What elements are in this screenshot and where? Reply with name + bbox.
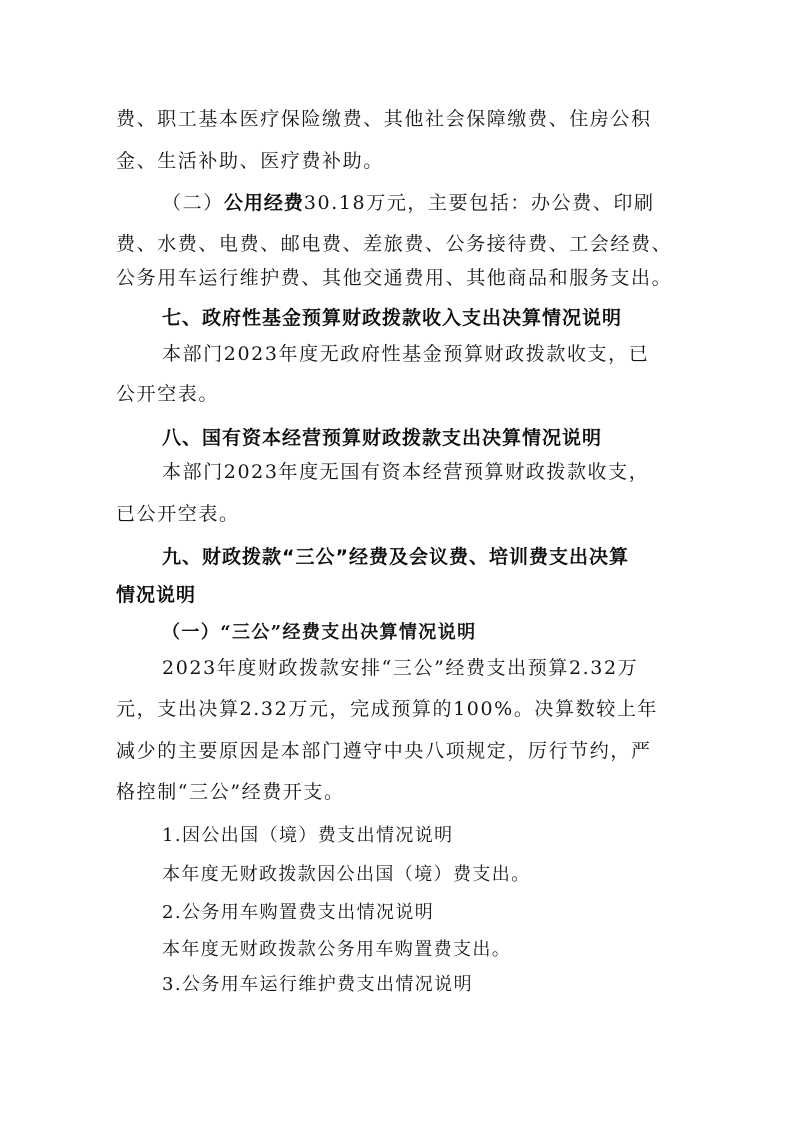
paragraph-line: 减少的主要原因是本部门遵守中央八项规定，厉行节约，严 xyxy=(116,740,652,762)
item-text: 本年度无财政拨款因公出国（境）费支出。 xyxy=(162,864,531,885)
paragraph-line: 本部门2023年度无国有资本经营预算财政拨款收支， xyxy=(162,461,650,483)
section-heading: 情况说明 xyxy=(116,584,197,606)
item-title: 3.公务用车运行维护费支出情况说明 xyxy=(162,974,473,995)
paragraph-line: 费、水费、电费、邮电费、差旅费、公务接待费、工会经费、 xyxy=(116,233,673,255)
paragraph-text: 30.18万元，主要包括：办公费、印刷 xyxy=(303,192,655,214)
paragraph-line: 格控制“三公”经费开支。 xyxy=(116,781,345,803)
bold-term: 公用经费 xyxy=(223,192,304,214)
item-title: 2.公务用车购置费支出情况说明 xyxy=(162,902,435,923)
paragraph-line: 金、生活补助、医疗费补助。 xyxy=(116,150,384,172)
paragraph-line: 公开空表。 xyxy=(116,383,220,405)
paragraph-line xyxy=(162,190,655,216)
subsection-heading: （一）“三公”经费支出决算情况说明 xyxy=(162,622,477,643)
paragraph-line: 已公开空表。 xyxy=(116,503,240,525)
paragraph-line: 公务用车运行维护费、其他交通费用、其他商品和服务支出。 xyxy=(116,267,673,289)
item-title: 1.因公出国（境）费支出情况说明 xyxy=(162,825,454,846)
paragraph-line: 费、职工基本医疗保险缴费、其他社会保障缴费、住房公积 xyxy=(116,108,652,130)
enum-prefix: （二） xyxy=(162,192,224,214)
section-heading: 七、政府性基金预算财政拨款收入支出决算情况说明 xyxy=(162,307,623,329)
item-text: 本年度无财政拨款公务用车购置费支出。 xyxy=(162,939,512,960)
section-heading: 八、国有资本经营预算财政拨款支出决算情况说明 xyxy=(162,427,603,449)
section-heading: 九、财政拨款“三公”经费及会议费、培训费支出决算 xyxy=(162,546,629,568)
paragraph-line: 元，支出决算2.32万元，完成预算的100%。决算数较上年 xyxy=(116,698,659,720)
paragraph-line: 2023年度财政拨款安排“三公”经费支出预算2.32万 xyxy=(162,657,639,679)
paragraph-line: 本部门2023年度无政府性基金预算财政拨款收支，已 xyxy=(162,343,650,365)
